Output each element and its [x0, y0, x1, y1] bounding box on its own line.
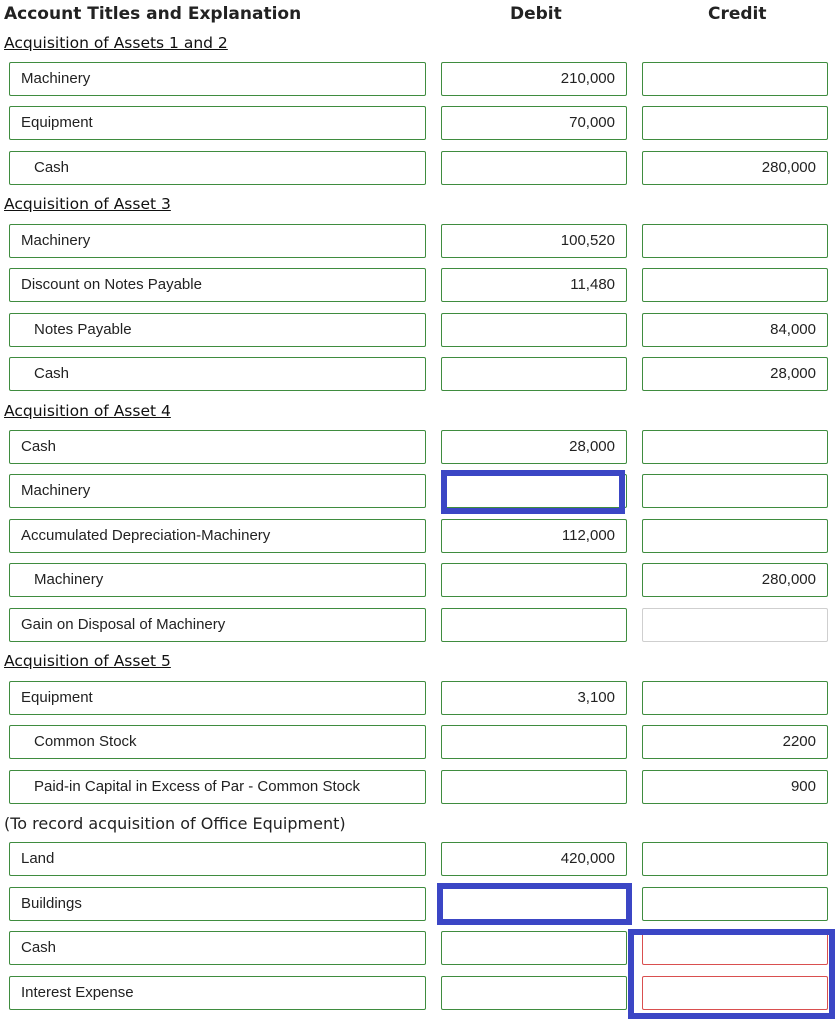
journal-row: [0, 770, 838, 806]
debit-field[interactable]: 70,000: [441, 106, 627, 140]
credit-field[interactable]: 2200: [642, 725, 828, 759]
debit-field[interactable]: [441, 725, 627, 759]
credit-field[interactable]: [642, 430, 828, 464]
debit-field[interactable]: 420,000: [441, 842, 627, 876]
journal-row: [0, 519, 838, 555]
account-field[interactable]: Gain on Disposal of Machinery: [9, 608, 426, 642]
credit-field[interactable]: [642, 224, 828, 258]
journal-row: [0, 725, 838, 761]
credit-field[interactable]: [642, 106, 828, 140]
journal-row: [0, 681, 838, 717]
account-field[interactable]: Paid-in Capital in Excess of Par - Common Stock: [9, 770, 426, 804]
journal-row: [0, 842, 838, 878]
account-field[interactable]: Cash: [9, 151, 426, 185]
debit-header: Debit: [510, 4, 562, 24]
debit-field[interactable]: 210,000: [441, 62, 627, 96]
credit-field[interactable]: [642, 62, 828, 96]
debit-field[interactable]: [441, 151, 627, 185]
credit-field[interactable]: 280,000: [642, 151, 828, 185]
credit-field[interactable]: [642, 268, 828, 302]
credit-field[interactable]: 900: [642, 770, 828, 804]
credit-field[interactable]: [642, 608, 828, 642]
account-field[interactable]: Land: [9, 842, 426, 876]
section-title-asset-4: Acquisition of Asset 4: [4, 402, 171, 420]
account-field[interactable]: Cash: [9, 931, 426, 965]
account-field[interactable]: Interest Expense: [9, 976, 426, 1010]
credit-field[interactable]: [642, 887, 828, 921]
journal-row: [0, 313, 838, 349]
account-field[interactable]: Machinery: [9, 563, 426, 597]
journal-row: [0, 62, 838, 98]
debit-field[interactable]: [441, 931, 627, 965]
account-field[interactable]: Cash: [9, 357, 426, 391]
debit-field[interactable]: [441, 563, 627, 597]
journal-row: [0, 608, 838, 644]
credit-field[interactable]: 280,000: [642, 563, 828, 597]
credit-field[interactable]: [642, 474, 828, 508]
account-field[interactable]: Discount on Notes Payable: [9, 268, 426, 302]
account-field[interactable]: Buildings: [9, 887, 426, 921]
debit-field[interactable]: 100,520: [441, 224, 627, 258]
journal-row: [0, 357, 838, 393]
debit-field[interactable]: [441, 313, 627, 347]
credit-field[interactable]: 28,000: [642, 357, 828, 391]
account-field[interactable]: Equipment: [9, 106, 426, 140]
section-title-asset-3: Acquisition of Asset 3: [4, 195, 171, 213]
journal-row: [0, 268, 838, 304]
credit-field[interactable]: [642, 519, 828, 553]
credit-header: Credit: [708, 4, 767, 24]
journal-row: [0, 106, 838, 142]
credit-field[interactable]: 84,000: [642, 313, 828, 347]
account-field[interactable]: Machinery: [9, 474, 426, 508]
debit-field[interactable]: [441, 608, 627, 642]
debit-field[interactable]: [441, 357, 627, 391]
highlight-box: [437, 883, 632, 925]
section-title-assets-1-2: Acquisition of Assets 1 and 2: [4, 34, 228, 52]
section-title-asset-5: Acquisition of Asset 5: [4, 652, 171, 670]
highlight-box: [441, 470, 625, 514]
credit-field[interactable]: [642, 681, 828, 715]
account-field[interactable]: Equipment: [9, 681, 426, 715]
account-field[interactable]: Common Stock: [9, 725, 426, 759]
journal-row: [0, 474, 838, 510]
debit-field[interactable]: [441, 976, 627, 1010]
account-field[interactable]: Machinery: [9, 224, 426, 258]
debit-field[interactable]: [441, 770, 627, 804]
account-field[interactable]: Cash: [9, 430, 426, 464]
debit-field[interactable]: 11,480: [441, 268, 627, 302]
account-field[interactable]: Machinery: [9, 62, 426, 96]
journal-row: [0, 563, 838, 599]
account-titles-header: Account Titles and Explanation: [4, 4, 302, 24]
credit-field[interactable]: [642, 842, 828, 876]
debit-field[interactable]: 28,000: [441, 430, 627, 464]
debit-field[interactable]: 112,000: [441, 519, 627, 553]
journal-row: [0, 224, 838, 260]
account-field[interactable]: Accumulated Depreciation-Machinery: [9, 519, 426, 553]
debit-field[interactable]: 3,100: [441, 681, 627, 715]
journal-row: [0, 887, 838, 923]
account-field[interactable]: Notes Payable: [9, 313, 426, 347]
journal-row: [0, 430, 838, 466]
journal-row: [0, 151, 838, 187]
highlight-box: [628, 929, 835, 1019]
entry-explanation: (To record acquisition of Office Equipment): [4, 814, 346, 833]
